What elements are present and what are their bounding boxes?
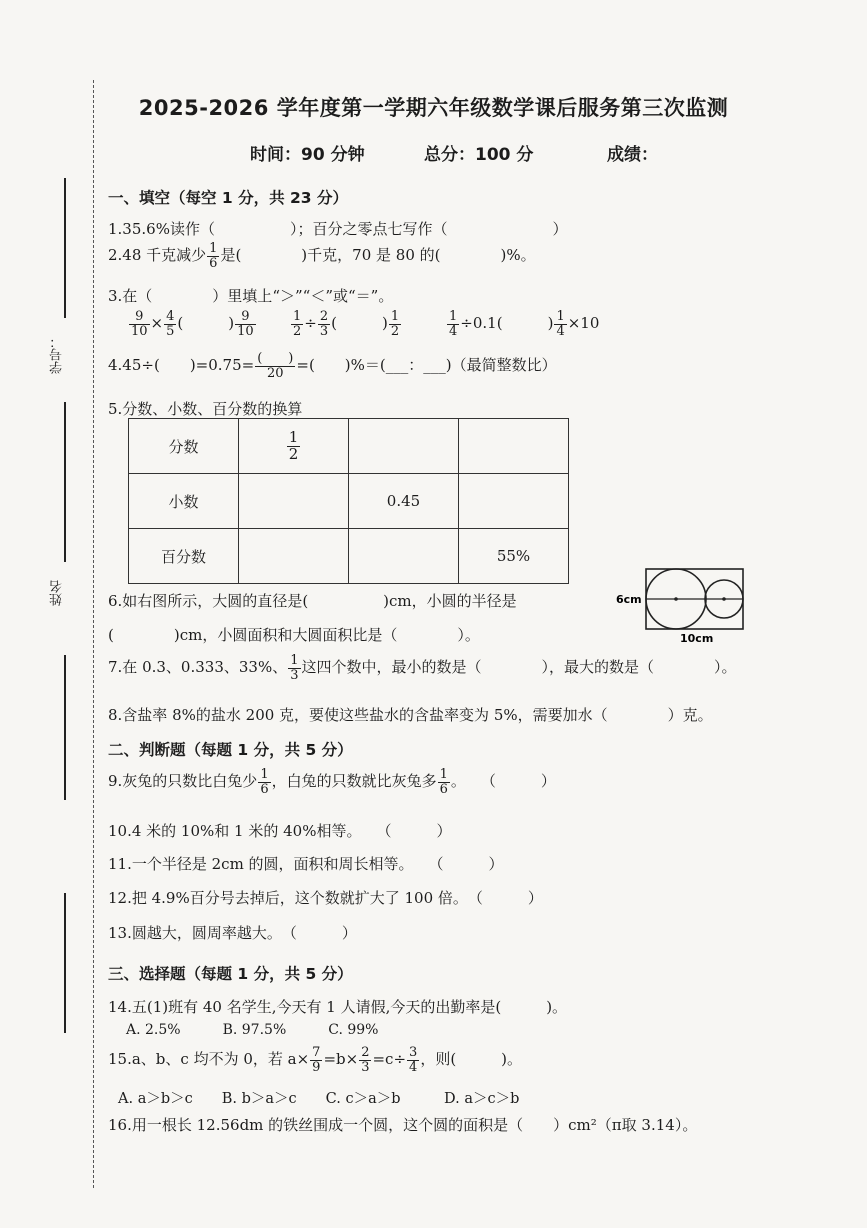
denominator: 2 <box>293 323 302 339</box>
denominator: 6 <box>260 781 269 797</box>
q9-text-c: 。 （ ） <box>450 772 556 791</box>
table-cell[interactable] <box>349 529 459 584</box>
width-label: 10cm <box>680 632 714 645</box>
question-5: 5.分数、小数、百分数的换算 <box>108 400 303 418</box>
numerator: 9 <box>129 310 150 325</box>
fraction <box>129 310 150 338</box>
q9-text-a: 9.灰兔的只数比白兔少 <box>108 772 258 791</box>
fraction <box>207 242 219 270</box>
margin-rule <box>64 178 66 318</box>
numerator: 1 <box>390 309 400 324</box>
q2-text-a: 2.48 千克减少 <box>108 246 207 265</box>
student-number-label: 学号： <box>50 335 65 374</box>
numerator: 1 <box>556 309 565 324</box>
name-label: 姓名 <box>50 580 65 606</box>
table-row <box>129 419 569 474</box>
q7-text-b: 这四个数中，最小的数是（ ），最大的数是（ ）。 <box>301 658 737 677</box>
exam-title: 2025-2026 学年度第一学期六年级数学课后服务第三次监测 <box>138 96 729 120</box>
row-header: 分数 <box>129 419 239 474</box>
question-4 <box>108 352 557 380</box>
fraction <box>554 310 566 338</box>
q4-text-a: 4.45÷( )=0.75= <box>108 356 255 375</box>
table-cell <box>239 419 349 474</box>
numerator: 7 <box>312 1045 321 1060</box>
denominator: 4 <box>409 1059 418 1075</box>
question-3: 3.在（ ）里填上“＞”“＜”或“＝”。 <box>108 287 394 305</box>
section-heading: 一、填空（每空 1 分，共 23 分） <box>108 189 348 207</box>
question-11: 11.一个半径是 2cm 的圆，面积和周长相等。 （ ） <box>108 855 504 873</box>
compare-blank: ( ) <box>331 314 388 333</box>
compare-blank: ( ) <box>177 314 235 333</box>
total-score-info: 总分：100 分 <box>424 145 534 165</box>
q2-text-b: 是( )千克，70 是 80 的( )%。 <box>220 246 536 265</box>
fraction <box>291 310 303 338</box>
numerator: 1 <box>260 767 269 782</box>
row-header: 百分数 <box>129 529 239 584</box>
fraction <box>255 352 295 380</box>
operator: ÷ <box>304 314 317 333</box>
numerator: 4 <box>166 309 175 324</box>
q15-text-b: =b× <box>323 1050 359 1069</box>
q15-text-c: =c÷ <box>372 1050 407 1069</box>
question-9 <box>108 768 556 796</box>
time-info: 时间：90 分钟 <box>250 145 365 165</box>
denominator: 2 <box>288 444 299 463</box>
numerator: 1 <box>290 653 299 668</box>
numerator: 1 <box>288 427 299 446</box>
fraction <box>447 310 459 338</box>
fraction <box>318 310 330 338</box>
table-cell[interactable] <box>239 474 349 529</box>
numerator: 2 <box>319 309 329 324</box>
denominator: 2 <box>390 323 400 339</box>
table-cell[interactable] <box>239 529 349 584</box>
table-cell[interactable] <box>349 419 459 474</box>
score-field: 成绩： <box>607 145 658 165</box>
table-cell: 0.45 <box>349 474 459 529</box>
denominator: 3 <box>290 667 299 683</box>
q3-item-2 <box>290 310 402 338</box>
question-14: 14.五(1)班有 40 名学生,今天有 1 人请假,今天的出勤率是( )。 <box>108 998 568 1016</box>
table-cell[interactable] <box>459 419 569 474</box>
q7-text-a: 7.在 0.3、0.333、33%、 <box>108 658 288 677</box>
binding-dashed-line <box>93 80 94 1188</box>
fraction <box>288 654 300 682</box>
compare-blank: ( ) <box>496 314 554 333</box>
numerator: 1 <box>439 767 448 782</box>
question-2 <box>108 242 536 270</box>
center-dot <box>674 597 678 601</box>
margin-rule <box>64 893 66 1033</box>
section-heading: 二、判断题（每题 1 分，共 5 分） <box>108 741 353 759</box>
table-row <box>129 529 569 584</box>
question-6-line1: 6.如右图所示，大圆的直径是( )cm，小圆的半径是 <box>108 592 517 610</box>
operator: × <box>150 314 164 333</box>
question-12: 12.把 4.9%百分号去掉后，这个数就扩大了 100 倍。 （ ） <box>108 889 543 907</box>
question-1: 1.35.6%读作（ ）；百分之零点七写作（ ） <box>108 220 568 238</box>
margin-rule <box>64 655 66 800</box>
fraction <box>287 427 301 463</box>
table-cell: 55% <box>459 529 569 584</box>
fraction <box>389 310 401 338</box>
question-8: 8.含盐率 8%的盐水 200 克，要使这些盐水的含盐率变为 5%，需要加水（ ）克。 <box>108 706 713 724</box>
fraction <box>164 310 176 338</box>
margin-rule <box>64 402 66 562</box>
denominator: 6 <box>439 781 448 797</box>
denominator: 4 <box>449 323 458 339</box>
section-heading: 三、选择题（每题 1 分，共 5 分） <box>108 965 353 983</box>
denominator: 3 <box>361 1059 370 1075</box>
denominator: 9 <box>312 1059 321 1075</box>
conversion-table <box>128 418 569 584</box>
center-dot <box>722 597 726 601</box>
numerator: 1 <box>293 309 302 324</box>
numerator: 1 <box>209 241 218 256</box>
q9-text-b: ，白兔的只数就比灰兔多 <box>271 772 437 791</box>
q15-text-d: ，则( )。 <box>420 1050 523 1069</box>
fraction <box>359 1046 371 1074</box>
table-cell[interactable] <box>459 474 569 529</box>
question-10: 10.4 米的 10%和 1 米的 40%相等。 （ ） <box>108 822 452 840</box>
multiplier: ×10 <box>567 314 600 333</box>
fraction <box>407 1046 419 1074</box>
q15-text-a: 15.a、b、c 均不为 0，若 a× <box>108 1050 310 1069</box>
denominator: 6 <box>209 255 218 271</box>
height-label: 6cm <box>616 593 642 606</box>
row-header: 小数 <box>129 474 239 529</box>
denominator: 10 <box>131 323 148 339</box>
denominator: 10 <box>237 323 254 339</box>
numerator: 1 <box>449 309 458 324</box>
numerator: 9 <box>235 310 256 325</box>
numerator: 3 <box>409 1045 418 1060</box>
denominator: 3 <box>319 323 329 339</box>
fraction <box>310 1046 322 1074</box>
operator: ÷0.1 <box>460 314 497 333</box>
fraction <box>235 310 256 338</box>
fraction <box>258 768 270 796</box>
question-7 <box>108 654 737 682</box>
table-row <box>129 474 569 529</box>
q3-item-1 <box>128 310 257 338</box>
denominator: 4 <box>556 323 565 339</box>
q14-options: A. 2.5% B. 97.5% C. 99% <box>126 1022 379 1038</box>
denominator: 5 <box>166 323 175 339</box>
question-6-line2: ( )cm，小圆面积和大圆面积比是（ ）。 <box>108 626 480 644</box>
numerator: 2 <box>361 1045 370 1060</box>
question-16: 16.用一根长 12.56dm 的铁丝围成一个圆，这个圆的面积是（ ）cm²（π取 3.14）。 <box>108 1116 698 1134</box>
numerator: ( ) <box>257 351 294 366</box>
question-15 <box>108 1046 522 1074</box>
question-13: 13.圆越大，圆周率越大。 （ ） <box>108 924 357 942</box>
circles-figure <box>614 566 754 646</box>
q3-item-3 <box>446 310 599 338</box>
q4-text-b: =( )%＝(___：___)（最简整数比） <box>296 356 557 375</box>
denominator: 20 <box>267 365 284 381</box>
q15-options: A. a＞b＞c B. b＞a＞c C. c＞a＞b D. a＞c＞b <box>118 1091 520 1107</box>
fraction <box>438 768 450 796</box>
